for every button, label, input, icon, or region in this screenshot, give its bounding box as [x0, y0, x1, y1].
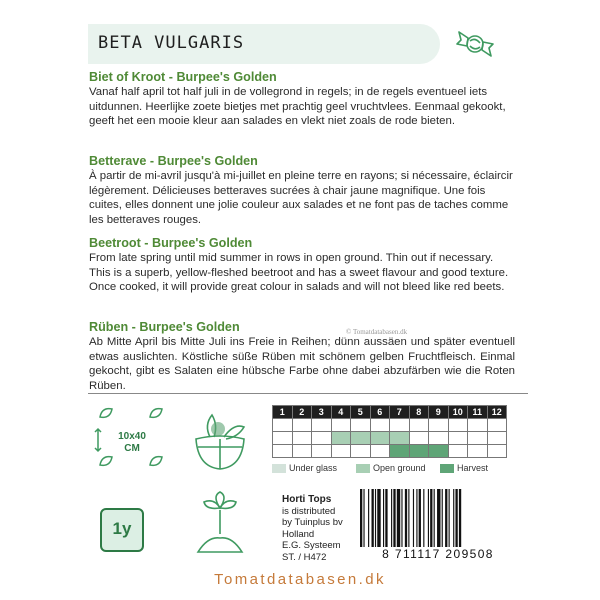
legend-swatch-open-ground: [356, 464, 370, 473]
watermark-text: © Tomatdatabasen.dk: [346, 328, 408, 336]
company-line: Holland: [282, 528, 315, 540]
calendar-month-3: 3: [312, 406, 332, 419]
company-line: by Tuinplus bv: [282, 517, 343, 528]
calendar-month-2: 2: [292, 406, 312, 419]
calendar-month-7: 7: [390, 406, 410, 419]
legend-label-harvest: Harvest: [457, 463, 489, 473]
section-english: [89, 236, 515, 295]
candy-icon: [455, 24, 495, 64]
legend-under-glass: [272, 463, 337, 473]
duration-badge: [100, 508, 144, 552]
section-body-dutch: Vanaf half april tot half juli in de vollegrond in regels; in de regels eventueel iets uitdunnen. Heerlijke zoete bietjes met prachtig geel vruchtvlees. Eenmaal gekookt, geeft het een mooie kleur aan salades en vlekt niet zoals de rode bieten.: [89, 86, 506, 127]
calendar-month-12: 12: [487, 406, 507, 419]
distributor-info: [282, 494, 343, 563]
legend-harvest: [440, 463, 488, 473]
species-title: BETA VULGARIS: [98, 33, 245, 53]
legend-open-ground: [356, 463, 426, 473]
legend-swatch-under-glass: [272, 464, 286, 473]
section-title-french: Betterave - Burpee's Golden: [89, 154, 258, 168]
beet-bowl-icon: [190, 403, 250, 477]
divider: [88, 393, 528, 394]
section-body-english: From late spring until mid summer in rows in open ground. Thin out if necessary. This is a superb, yellow-fleshed beetroot and has a sweet flavour and good texture. Once cooked, it will provide great colour in salads and will not bleed like red beets.: [89, 252, 509, 293]
section-title-dutch: Biet of Kroot - Burpee's Golden: [89, 70, 277, 84]
company-line: ST. / H472: [282, 551, 327, 563]
section-body-french: À partir de mi-avril jusqu'à mi-juillet en pleine terre en rayons; si nécessaire, éclaircir légèrement. Délicieuses betteraves sucrées à chair jaune magnifique. Une fois cuites, elles donnent une jolie couleur aux salades et ne font pas de taches comme les betteraves rouges.: [89, 170, 513, 226]
section-dutch: [89, 70, 515, 129]
calendar-row-harvest: [273, 445, 507, 458]
duration-label: 1y: [112, 519, 132, 538]
company-line: is distributed: [282, 505, 336, 517]
calendar-row-under-glass: [273, 419, 507, 432]
calendar-row-open-ground: [273, 432, 507, 445]
spacing-label: [112, 431, 152, 455]
calendar-month-5: 5: [351, 406, 371, 419]
section-french: [89, 154, 515, 227]
section-title-english: Beetroot - Burpee's Golden: [89, 236, 253, 250]
calendar-month-9: 9: [429, 406, 449, 419]
calendar-month-6: 6: [370, 406, 390, 419]
legend-label-under-glass: Under glass: [289, 463, 338, 473]
calendar-month-11: 11: [468, 406, 488, 419]
calendar-month-8: 8: [409, 406, 429, 419]
calendar-month-1: 1: [273, 406, 293, 419]
sprout-icon: [192, 490, 248, 560]
legend-swatch-harvest: [440, 464, 454, 473]
company-line: E.G. Systeem: [282, 540, 341, 551]
legend-label-open-ground: Open ground: [373, 463, 426, 473]
calendar-month-4: 4: [331, 406, 351, 419]
calendar-month-row: [273, 406, 507, 419]
spacing-unit: CM: [124, 443, 140, 454]
species-header: [88, 24, 440, 64]
spacing-value: 10x40: [118, 431, 146, 442]
sowing-calendar: [272, 405, 507, 458]
company-name: Horti Tops: [282, 494, 332, 505]
section-german: [89, 320, 515, 393]
section-title-german: Rüben - Burpee's Golden: [89, 320, 240, 334]
barcode: [358, 489, 518, 549]
calendar-month-10: 10: [448, 406, 468, 419]
footer-watermark: Tomatdatabasen.dk: [214, 571, 386, 588]
section-body-german: Ab Mitte April bis Mitte Juli ins Freie in Reihen; dünn aussäen und später eventuell etwas auslichten. Köstliche süße Rüben mit schönem gelben Fruchtfleisch. Einmal gekocht, gibt es Salaten eine hübsche Farbe ohne dabei abzufärben wie die Roten Rüben.: [89, 336, 515, 392]
barcode-number: 8 711117 209508: [382, 547, 494, 561]
